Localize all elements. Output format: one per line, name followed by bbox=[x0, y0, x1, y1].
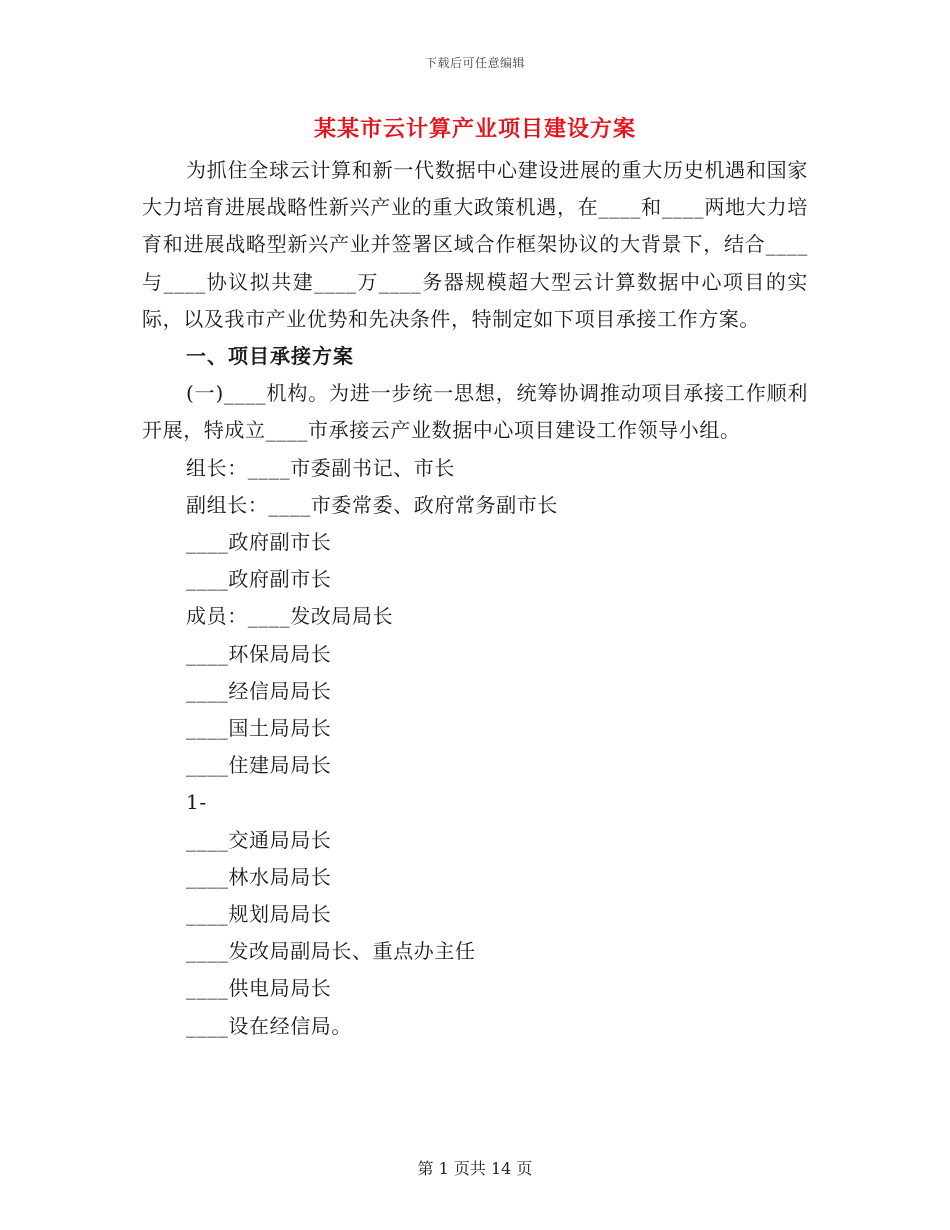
member-line: ____政府副市长 bbox=[186, 530, 332, 555]
page-footer: 第 1 页共 14 页 bbox=[417, 1159, 533, 1178]
member-line: ____规划局局长 bbox=[186, 902, 332, 927]
intro-paragraph: 为抓住全球云计算和新一代数据中心建设进展的重大历史机遇和国家大力培育进展战略性新兴产业的重大政策机遇，在____和____两地大力培育和进展战略型新兴产业并签署区域合作框架协议的大背景下，结合____与____协议拟共建____万____务器规模超大型云计算数据中心项目的实际，以及我市产业优势和先决条件，特制定如下项目承接工作方案。 bbox=[142, 158, 808, 331]
member-line: ____国土局局长 bbox=[186, 716, 332, 741]
member-line: ____交通局局长 bbox=[186, 827, 332, 852]
subsection-paragraph: (一)____机构。为进一步统一思想，统筹协调推动项目承接工作顺利开展，特成立____市承接云产业数据中心项目建设工作领导小组。 bbox=[142, 381, 808, 443]
member-line: ____林水局局长 bbox=[186, 864, 332, 889]
document-title: 某某市云计算产业项目建设方案 bbox=[313, 117, 636, 142]
member-line: ____环保局局长 bbox=[186, 641, 332, 666]
member-line: ____住建局局长 bbox=[186, 753, 332, 778]
member-line: ____经信局局长 bbox=[186, 678, 332, 703]
document-body bbox=[142, 152, 808, 1045]
member-line: 成员：____发改局局长 bbox=[186, 604, 394, 629]
member-line: ____设在经信局。 bbox=[186, 1013, 352, 1038]
member-line: ____发改局副局长、重点办主任 bbox=[186, 939, 476, 964]
member-line: ____供电局局长 bbox=[186, 976, 332, 1001]
header-note: 下载后可任意编辑 bbox=[424, 56, 525, 70]
member-line: 组长：____市委副书记、市长 bbox=[186, 455, 455, 480]
member-line: 副组长：____市委常委、政府常务副市长 bbox=[186, 492, 558, 517]
member-line: ____政府副市长 bbox=[186, 567, 332, 592]
page-marker: 1- bbox=[186, 790, 207, 815]
section-heading: 一、项目承接方案 bbox=[186, 344, 354, 369]
